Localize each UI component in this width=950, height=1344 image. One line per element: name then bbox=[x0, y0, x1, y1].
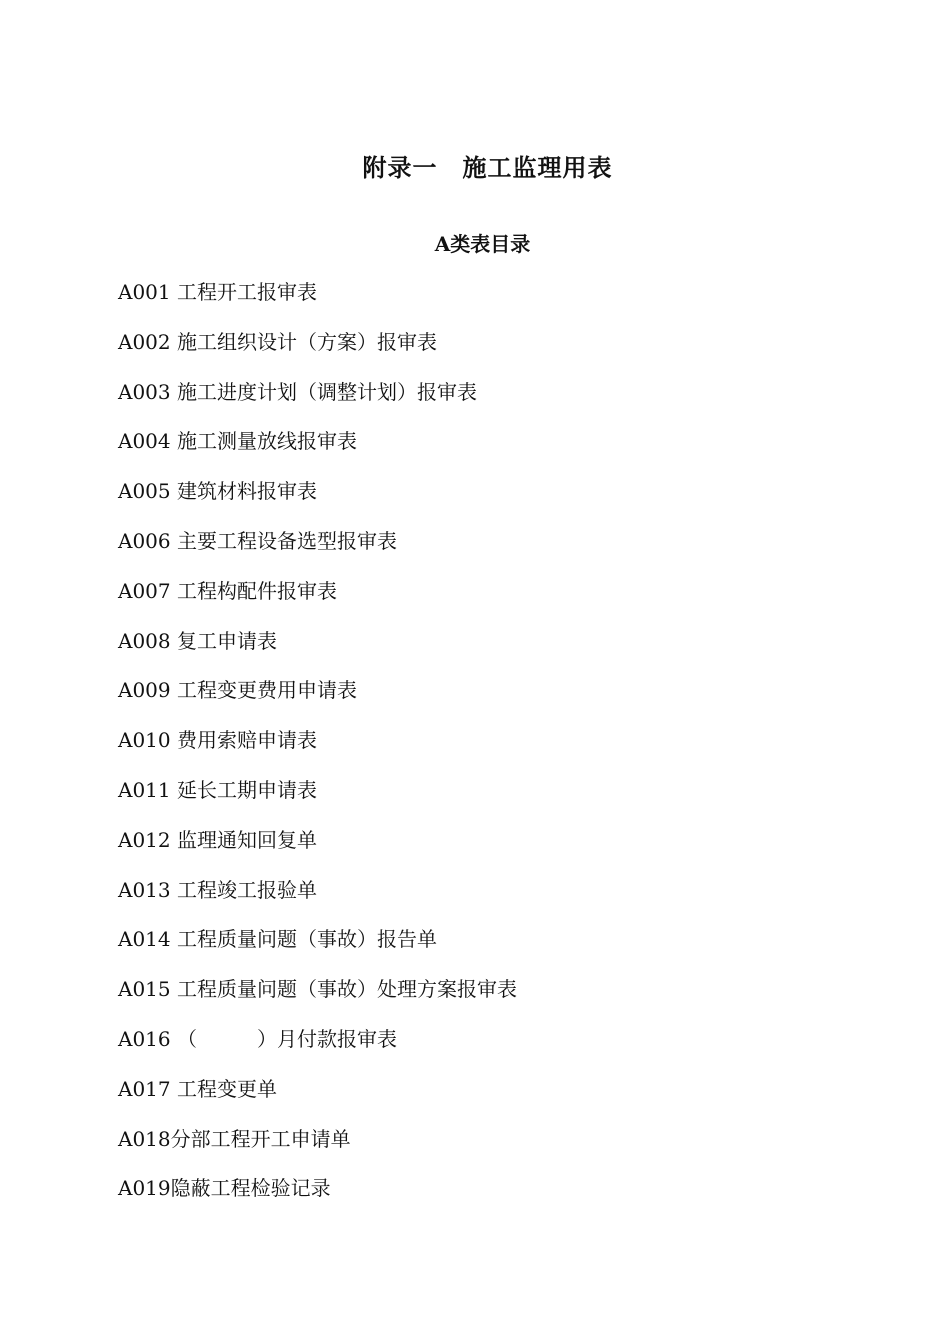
toc-item-name: 建筑材料报审表 bbox=[176, 479, 317, 504]
toc-item-code: A017 bbox=[118, 1076, 171, 1101]
toc-item-code: A006 bbox=[118, 528, 171, 553]
toc-item-a016 bbox=[118, 1025, 517, 1075]
toc-item-name: 施工组织设计（方案）报审表 bbox=[176, 329, 437, 354]
toc-item-a003 bbox=[118, 378, 517, 428]
toc-item-name: 工程构配件报审表 bbox=[176, 578, 337, 603]
toc-item-code: A016 bbox=[118, 1026, 171, 1051]
page-title: 附录一 施工监理用表 bbox=[362, 153, 613, 182]
toc-item-a012 bbox=[118, 826, 517, 876]
toc-item-a013 bbox=[118, 876, 517, 926]
toc-item-code: A019 bbox=[118, 1176, 171, 1201]
toc-item-code: A003 bbox=[118, 379, 171, 404]
toc-item-name: 工程开工报审表 bbox=[176, 280, 317, 304]
toc-item-name: 施工测量放线报审表 bbox=[176, 429, 357, 454]
toc-item-name: 费用索赔申请表 bbox=[176, 728, 317, 753]
toc-item-code: A009 bbox=[118, 678, 171, 703]
toc-item-name: 工程竣工报验单 bbox=[176, 877, 317, 902]
toc-item-a008 bbox=[118, 627, 517, 677]
toc-item-a015 bbox=[118, 975, 517, 1025]
toc-item-code: A001 bbox=[118, 280, 171, 304]
toc-item-a014 bbox=[118, 925, 517, 975]
toc-item-code: A004 bbox=[118, 429, 171, 454]
toc-item-code: A011 bbox=[118, 777, 171, 802]
toc-item-a009 bbox=[118, 676, 517, 726]
toc-item-name: 施工进度计划（调整计划）报审表 bbox=[176, 379, 477, 404]
toc-item-code: A007 bbox=[118, 578, 171, 603]
toc-item-code: A015 bbox=[118, 977, 171, 1002]
toc-item-name: 主要工程设备选型报审表 bbox=[176, 528, 397, 553]
toc-item-code: A012 bbox=[118, 827, 171, 852]
toc-item-a006 bbox=[118, 527, 517, 577]
toc-item-name: （ ）月付款报审表 bbox=[176, 1026, 397, 1051]
toc-item-code: A013 bbox=[118, 877, 171, 902]
toc-item-code: A014 bbox=[118, 927, 171, 952]
toc-list bbox=[118, 278, 517, 1224]
toc-item-name: 工程变更费用申请表 bbox=[176, 678, 357, 703]
toc-item-name: 工程质量问题（事故）处理方案报审表 bbox=[176, 977, 517, 1002]
toc-item-name: 分部工程开工申请单 bbox=[170, 1126, 351, 1151]
toc-item-a007 bbox=[118, 577, 517, 627]
toc-item-name: 复工申请表 bbox=[176, 628, 277, 653]
toc-item-code: A018 bbox=[118, 1126, 171, 1151]
toc-item-code: A002 bbox=[118, 329, 171, 354]
toc-item-name: 工程变更单 bbox=[176, 1076, 277, 1101]
toc-item-a018 bbox=[118, 1125, 517, 1175]
toc-item-a004 bbox=[118, 427, 517, 477]
toc-item-a001 bbox=[118, 278, 517, 328]
toc-item-a017 bbox=[118, 1075, 517, 1125]
toc-item-code: A005 bbox=[118, 479, 171, 504]
toc-item-a002 bbox=[118, 328, 517, 378]
toc-item-a011 bbox=[118, 776, 517, 826]
toc-item-name: 延长工期申请表 bbox=[176, 777, 317, 802]
toc-item-code: A008 bbox=[118, 628, 171, 653]
toc-item-a005 bbox=[118, 477, 517, 527]
toc-item-a010 bbox=[118, 726, 517, 776]
toc-item-name: 隐蔽工程检验记录 bbox=[170, 1176, 331, 1201]
toc-item-name: 监理通知回复单 bbox=[176, 827, 317, 852]
toc-item-a019 bbox=[118, 1174, 517, 1224]
toc-item-code: A010 bbox=[118, 728, 171, 753]
toc-item-name: 工程质量问题（事故）报告单 bbox=[176, 927, 437, 952]
section-title: A类表目录 bbox=[434, 232, 531, 256]
